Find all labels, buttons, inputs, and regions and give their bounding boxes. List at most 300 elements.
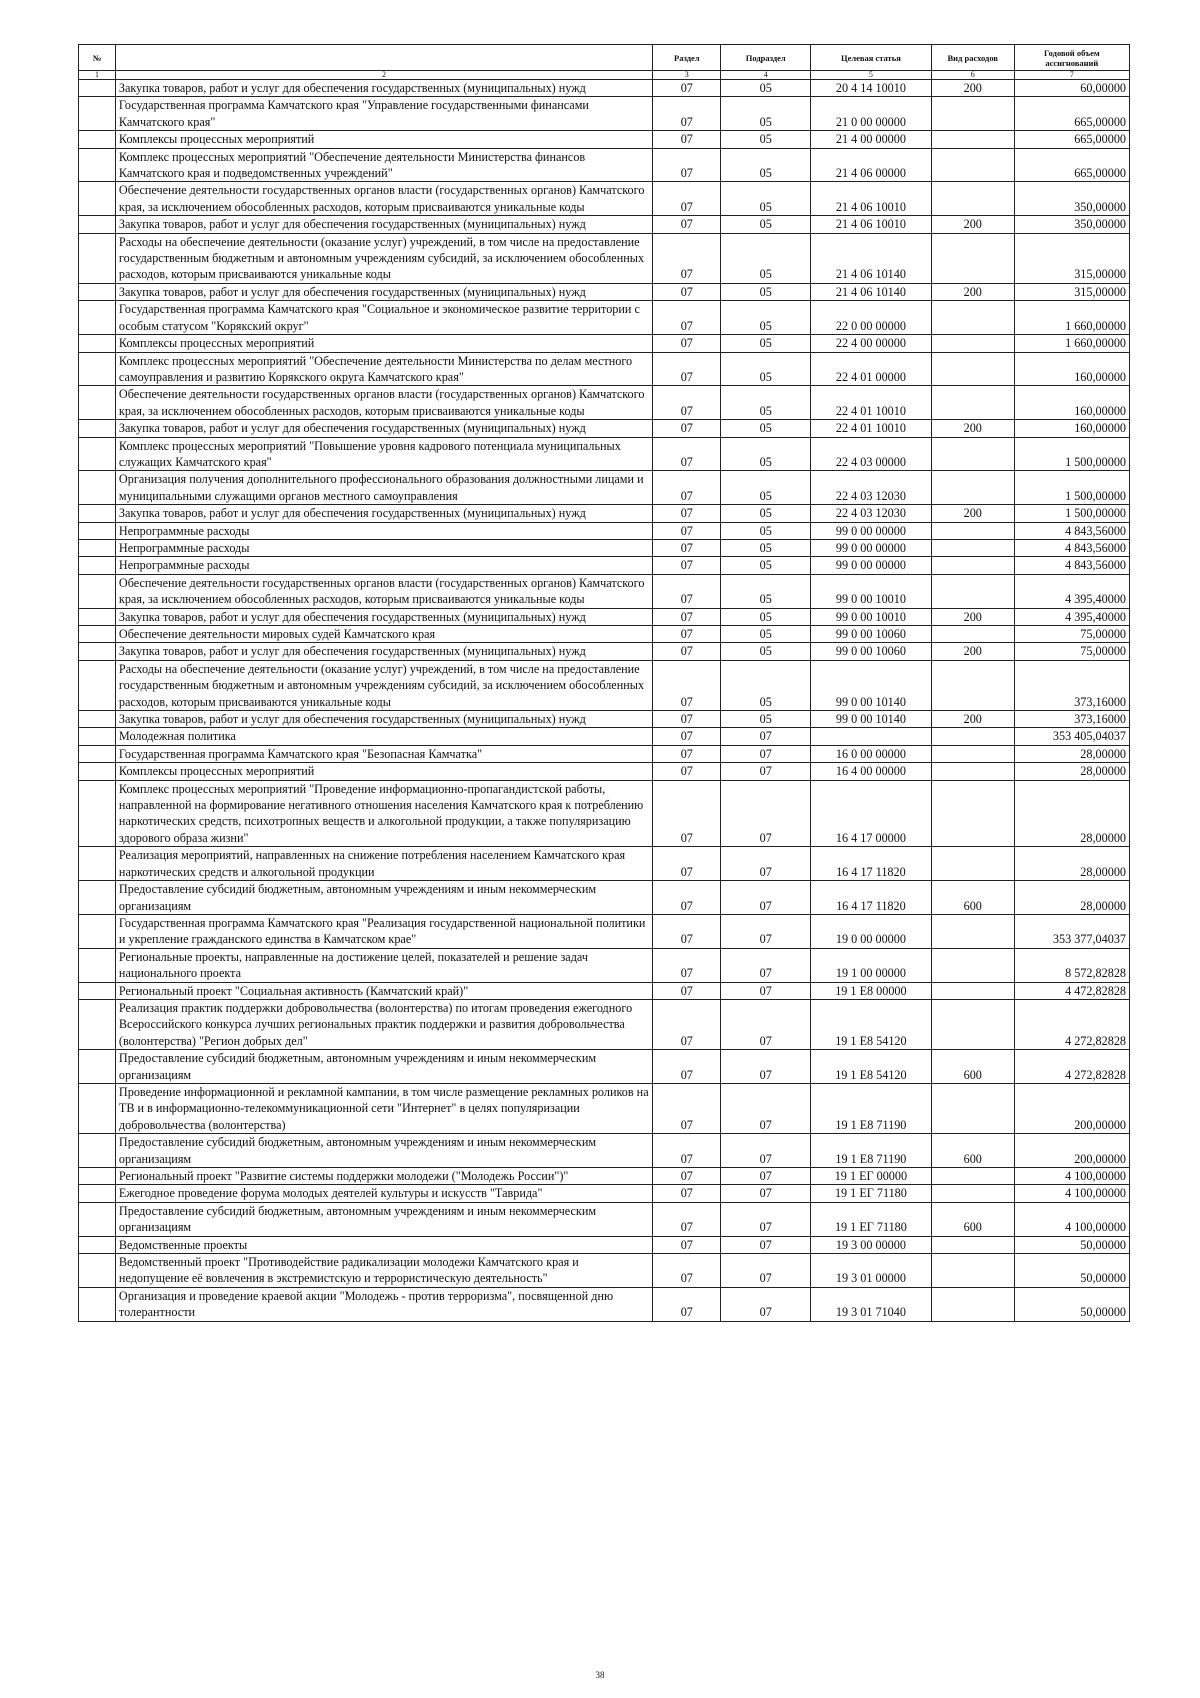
row-razdel-cell: 07 bbox=[653, 574, 721, 608]
table-row bbox=[79, 1050, 1130, 1084]
row-name-cell: Молодежная политика bbox=[115, 728, 652, 745]
row-name-cell: Комплексы процессных мероприятий bbox=[115, 335, 652, 352]
row-name-cell: Реализация мероприятий, направленных на снижение потребления населением Камчатского края наркотических средств и алкогольной продукции bbox=[115, 847, 652, 881]
row-target-cell: 21 4 06 10140 bbox=[810, 283, 931, 300]
row-expense-cell bbox=[931, 97, 1014, 131]
row-volume-cell: 1 660,00000 bbox=[1014, 301, 1129, 335]
row-name-cell: Закупка товаров, работ и услуг для обеспечения государственных (муниципальных) нужд bbox=[115, 505, 652, 522]
column-number: 5 bbox=[810, 71, 931, 80]
row-razdel-cell: 07 bbox=[653, 352, 721, 386]
row-name-cell: Комплексы процессных мероприятий bbox=[115, 763, 652, 780]
row-podrazdel-cell: 07 bbox=[721, 982, 811, 999]
row-podrazdel-cell: 05 bbox=[721, 182, 811, 216]
table-row bbox=[79, 437, 1130, 471]
row-volume-cell: 1 500,00000 bbox=[1014, 471, 1129, 505]
row-number-cell bbox=[79, 437, 116, 471]
column-number: 1 bbox=[79, 71, 116, 80]
row-razdel-cell: 07 bbox=[653, 643, 721, 660]
row-number-cell bbox=[79, 999, 116, 1049]
row-podrazdel-cell: 05 bbox=[721, 522, 811, 539]
row-volume-cell: 28,00000 bbox=[1014, 763, 1129, 780]
row-target-cell: 22 4 01 10010 bbox=[810, 386, 931, 420]
row-razdel-cell: 07 bbox=[653, 420, 721, 437]
row-target-cell: 19 1 EГ 71180 bbox=[810, 1202, 931, 1236]
table-row bbox=[79, 763, 1130, 780]
table-row bbox=[79, 626, 1130, 643]
row-razdel-cell: 07 bbox=[653, 728, 721, 745]
row-razdel-cell: 07 bbox=[653, 914, 721, 948]
row-expense-cell bbox=[931, 148, 1014, 182]
row-expense-cell bbox=[931, 914, 1014, 948]
row-target-cell: 21 4 06 10140 bbox=[810, 233, 931, 283]
row-expense-cell bbox=[931, 728, 1014, 745]
table-row bbox=[79, 914, 1130, 948]
page-number: 38 bbox=[595, 1670, 605, 1680]
row-target-cell: 16 4 00 00000 bbox=[810, 763, 931, 780]
row-volume-cell: 350,00000 bbox=[1014, 182, 1129, 216]
row-name-cell: Комплекс процессных мероприятий "Обеспечение деятельности Министерства по делам местного самоуправления и развитию Корякского округа Камчатского края" bbox=[115, 352, 652, 386]
row-number-cell bbox=[79, 643, 116, 660]
row-volume-cell: 75,00000 bbox=[1014, 626, 1129, 643]
row-expense-cell: 200 bbox=[931, 420, 1014, 437]
table-row bbox=[79, 1185, 1130, 1202]
row-podrazdel-cell: 07 bbox=[721, 1185, 811, 1202]
row-name-cell: Расходы на обеспечение деятельности (оказание услуг) учреждений, в том числе на предоставление государственным бюджетным и автономным учреждениям субсидий, за исключением обособленных расходов, которым присваиваются уникальные коды bbox=[115, 660, 652, 710]
row-number-cell bbox=[79, 763, 116, 780]
row-name-cell: Проведение информационной и рекламной кампании, в том числе размещение рекламных роликов на ТВ и в информационно-телекоммуникационной сети "Интернет" в целях популяризации добровольчества (волонтерства) bbox=[115, 1083, 652, 1133]
table-row bbox=[79, 233, 1130, 283]
row-podrazdel-cell: 05 bbox=[721, 505, 811, 522]
col-volume-header: Годовой объем ассигнований bbox=[1014, 45, 1129, 71]
row-volume-cell: 160,00000 bbox=[1014, 386, 1129, 420]
row-number-cell bbox=[79, 982, 116, 999]
row-number-cell bbox=[79, 948, 116, 982]
table-row bbox=[79, 522, 1130, 539]
row-podrazdel-cell: 05 bbox=[721, 216, 811, 233]
column-number-row bbox=[79, 71, 1130, 80]
row-expense-cell: 200 bbox=[931, 643, 1014, 660]
row-podrazdel-cell: 07 bbox=[721, 1083, 811, 1133]
row-target-cell: 22 0 00 00000 bbox=[810, 301, 931, 335]
table-row bbox=[79, 471, 1130, 505]
row-number-cell bbox=[79, 386, 116, 420]
row-podrazdel-cell: 07 bbox=[721, 948, 811, 982]
row-razdel-cell: 07 bbox=[653, 1134, 721, 1168]
row-number-cell bbox=[79, 522, 116, 539]
column-number: 6 bbox=[931, 71, 1014, 80]
row-number-cell bbox=[79, 608, 116, 625]
row-target-cell: 19 3 01 71040 bbox=[810, 1287, 931, 1321]
row-razdel-cell: 07 bbox=[653, 763, 721, 780]
row-target-cell: 99 0 00 10060 bbox=[810, 626, 931, 643]
row-volume-cell: 665,00000 bbox=[1014, 148, 1129, 182]
row-razdel-cell: 07 bbox=[653, 131, 721, 148]
row-volume-cell: 4 395,40000 bbox=[1014, 608, 1129, 625]
row-podrazdel-cell: 05 bbox=[721, 608, 811, 625]
row-razdel-cell: 07 bbox=[653, 1202, 721, 1236]
row-name-cell: Закупка товаров, работ и услуг для обеспечения государственных (муниципальных) нужд bbox=[115, 643, 652, 660]
table-row bbox=[79, 847, 1130, 881]
row-target-cell: 21 4 06 10010 bbox=[810, 182, 931, 216]
row-volume-cell: 4 472,82828 bbox=[1014, 982, 1129, 999]
row-razdel-cell: 07 bbox=[653, 660, 721, 710]
row-expense-cell bbox=[931, 574, 1014, 608]
row-expense-cell bbox=[931, 847, 1014, 881]
table-row bbox=[79, 148, 1130, 182]
row-name-cell: Ведомственный проект "Противодействие радикализации молодежи Камчатского края и недопущение её вовлечения в экстремистскую и террористическую деятельность" bbox=[115, 1254, 652, 1288]
row-number-cell bbox=[79, 1168, 116, 1185]
row-podrazdel-cell: 07 bbox=[721, 999, 811, 1049]
table-row bbox=[79, 216, 1130, 233]
row-volume-cell: 8 572,82828 bbox=[1014, 948, 1129, 982]
row-podrazdel-cell: 05 bbox=[721, 437, 811, 471]
row-volume-cell: 50,00000 bbox=[1014, 1236, 1129, 1253]
row-expense-cell: 600 bbox=[931, 1134, 1014, 1168]
row-podrazdel-cell: 05 bbox=[721, 660, 811, 710]
row-target-cell: 19 1 E8 00000 bbox=[810, 982, 931, 999]
row-volume-cell: 373,16000 bbox=[1014, 660, 1129, 710]
row-razdel-cell: 07 bbox=[653, 471, 721, 505]
row-target-cell: 22 4 00 00000 bbox=[810, 335, 931, 352]
table-row bbox=[79, 283, 1130, 300]
col-no-header: № bbox=[79, 45, 116, 71]
row-number-cell bbox=[79, 80, 116, 97]
row-volume-cell: 28,00000 bbox=[1014, 745, 1129, 762]
row-target-cell: 21 0 00 00000 bbox=[810, 97, 931, 131]
row-razdel-cell: 07 bbox=[653, 745, 721, 762]
row-target-cell: 22 4 01 10010 bbox=[810, 420, 931, 437]
row-number-cell bbox=[79, 471, 116, 505]
row-razdel-cell: 07 bbox=[653, 283, 721, 300]
row-target-cell: 99 0 00 10060 bbox=[810, 643, 931, 660]
row-number-cell bbox=[79, 505, 116, 522]
row-expense-cell bbox=[931, 1185, 1014, 1202]
row-podrazdel-cell: 05 bbox=[721, 335, 811, 352]
row-razdel-cell: 07 bbox=[653, 216, 721, 233]
row-target-cell: 99 0 00 10140 bbox=[810, 711, 931, 728]
row-number-cell bbox=[79, 557, 116, 574]
row-razdel-cell: 07 bbox=[653, 335, 721, 352]
row-name-cell: Региональные проекты, направленные на достижение целей, показателей и решение задач национального проекта bbox=[115, 948, 652, 982]
row-podrazdel-cell: 05 bbox=[721, 626, 811, 643]
row-expense-cell bbox=[931, 233, 1014, 283]
row-volume-cell: 4 100,00000 bbox=[1014, 1185, 1129, 1202]
table-row bbox=[79, 711, 1130, 728]
row-podrazdel-cell: 07 bbox=[721, 1254, 811, 1288]
row-number-cell bbox=[79, 182, 116, 216]
row-podrazdel-cell: 05 bbox=[721, 643, 811, 660]
row-podrazdel-cell: 07 bbox=[721, 763, 811, 780]
row-target-cell: 19 1 EГ 71180 bbox=[810, 1185, 931, 1202]
row-razdel-cell: 07 bbox=[653, 505, 721, 522]
row-podrazdel-cell: 07 bbox=[721, 914, 811, 948]
table-row bbox=[79, 881, 1130, 915]
row-expense-cell bbox=[931, 780, 1014, 847]
row-name-cell: Государственная программа Камчатского края "Управление государственными финансами Камчатского края" bbox=[115, 97, 652, 131]
row-name-cell: Региональный проект "Развитие системы поддержки молодежи ("Молодежь России")" bbox=[115, 1168, 652, 1185]
row-target-cell: 19 1 E8 54120 bbox=[810, 999, 931, 1049]
row-podrazdel-cell: 05 bbox=[721, 352, 811, 386]
row-target-cell: 21 4 00 00000 bbox=[810, 131, 931, 148]
row-expense-cell bbox=[931, 1083, 1014, 1133]
row-name-cell: Предоставление субсидий бюджетным, автономным учреждениям и иным некоммерческим организациям bbox=[115, 881, 652, 915]
row-razdel-cell: 07 bbox=[653, 1254, 721, 1288]
row-number-cell bbox=[79, 711, 116, 728]
row-podrazdel-cell: 05 bbox=[721, 386, 811, 420]
row-target-cell: 16 4 17 00000 bbox=[810, 780, 931, 847]
row-expense-cell: 600 bbox=[931, 1050, 1014, 1084]
row-expense-cell bbox=[931, 539, 1014, 556]
row-razdel-cell: 07 bbox=[653, 182, 721, 216]
table-row bbox=[79, 999, 1130, 1049]
table-row bbox=[79, 982, 1130, 999]
row-podrazdel-cell: 05 bbox=[721, 283, 811, 300]
row-number-cell bbox=[79, 728, 116, 745]
row-razdel-cell: 07 bbox=[653, 1287, 721, 1321]
row-name-cell: Расходы на обеспечение деятельности (оказание услуг) учреждений, в том числе на предоставление государственным бюджетным и автономным учреждениям субсидий, за исключением обособленных расходов, которым присваиваются уникальные коды bbox=[115, 233, 652, 283]
row-razdel-cell: 07 bbox=[653, 437, 721, 471]
row-target-cell bbox=[810, 728, 931, 745]
row-podrazdel-cell: 05 bbox=[721, 420, 811, 437]
column-number: 4 bbox=[721, 71, 811, 80]
row-expense-cell bbox=[931, 471, 1014, 505]
row-volume-cell: 4 100,00000 bbox=[1014, 1168, 1129, 1185]
row-podrazdel-cell: 05 bbox=[721, 539, 811, 556]
row-razdel-cell: 07 bbox=[653, 522, 721, 539]
row-volume-cell: 1 500,00000 bbox=[1014, 437, 1129, 471]
row-name-cell: Государственная программа Камчатского края "Социальное и экономическое развитие территории с особым статусом "Корякский округ" bbox=[115, 301, 652, 335]
row-name-cell: Государственная программа Камчатского края "Безопасная Камчатка" bbox=[115, 745, 652, 762]
table-row bbox=[79, 1168, 1130, 1185]
row-podrazdel-cell: 07 bbox=[721, 1287, 811, 1321]
table-row bbox=[79, 301, 1130, 335]
row-target-cell: 21 4 06 00000 bbox=[810, 148, 931, 182]
row-razdel-cell: 07 bbox=[653, 301, 721, 335]
row-expense-cell bbox=[931, 1168, 1014, 1185]
row-volume-cell: 350,00000 bbox=[1014, 216, 1129, 233]
row-volume-cell: 353 405,04037 bbox=[1014, 728, 1129, 745]
row-target-cell: 22 4 03 00000 bbox=[810, 437, 931, 471]
row-target-cell: 19 1 E8 71190 bbox=[810, 1083, 931, 1133]
row-target-cell: 19 3 00 00000 bbox=[810, 1236, 931, 1253]
row-name-cell: Комплекс процессных мероприятий "Повышение уровня кадрового потенциала муниципальных служащих Камчатского края" bbox=[115, 437, 652, 471]
row-name-cell: Комплексы процессных мероприятий bbox=[115, 131, 652, 148]
row-expense-cell bbox=[931, 763, 1014, 780]
row-volume-cell: 1 500,00000 bbox=[1014, 505, 1129, 522]
column-number: 3 bbox=[653, 71, 721, 80]
table-row bbox=[79, 745, 1130, 762]
row-target-cell: 22 4 01 00000 bbox=[810, 352, 931, 386]
row-number-cell bbox=[79, 881, 116, 915]
row-target-cell: 99 0 00 00000 bbox=[810, 522, 931, 539]
table-row bbox=[79, 352, 1130, 386]
row-expense-cell bbox=[931, 1236, 1014, 1253]
row-number-cell bbox=[79, 148, 116, 182]
row-expense-cell bbox=[931, 660, 1014, 710]
row-razdel-cell: 07 bbox=[653, 1050, 721, 1084]
row-number-cell bbox=[79, 574, 116, 608]
row-volume-cell: 200,00000 bbox=[1014, 1134, 1129, 1168]
table-row bbox=[79, 780, 1130, 847]
table-row bbox=[79, 1134, 1130, 1168]
row-razdel-cell: 07 bbox=[653, 711, 721, 728]
table-row bbox=[79, 80, 1130, 97]
row-name-cell: Реализация практик поддержки добровольчества (волонтерства) по итогам проведения ежегодного Всероссийского конкурса лучших региональных практик поддержки и развития добровольчества (волонтерства) "Регион добрых дел" bbox=[115, 999, 652, 1049]
row-razdel-cell: 07 bbox=[653, 948, 721, 982]
row-razdel-cell: 07 bbox=[653, 780, 721, 847]
table-row bbox=[79, 660, 1130, 710]
row-number-cell bbox=[79, 1236, 116, 1253]
row-number-cell bbox=[79, 1050, 116, 1084]
row-podrazdel-cell: 05 bbox=[721, 97, 811, 131]
row-target-cell: 16 0 00 00000 bbox=[810, 745, 931, 762]
row-name-cell: Ведомственные проекты bbox=[115, 1236, 652, 1253]
row-podrazdel-cell: 07 bbox=[721, 1236, 811, 1253]
row-name-cell: Обеспечение деятельности государственных органов власти (государственных органов) Камчатского края, за исключением обособленных расходов, которым присваиваются уникальные коды bbox=[115, 386, 652, 420]
row-volume-cell: 665,00000 bbox=[1014, 97, 1129, 131]
row-expense-cell: 200 bbox=[931, 711, 1014, 728]
row-target-cell: 16 4 17 11820 bbox=[810, 881, 931, 915]
table-row bbox=[79, 335, 1130, 352]
row-podrazdel-cell: 05 bbox=[721, 301, 811, 335]
table-row bbox=[79, 1236, 1130, 1253]
row-expense-cell: 200 bbox=[931, 608, 1014, 625]
row-number-cell bbox=[79, 1287, 116, 1321]
row-number-cell bbox=[79, 283, 116, 300]
row-volume-cell: 315,00000 bbox=[1014, 233, 1129, 283]
row-name-cell: Организация получения дополнительного профессионального образования должностными лицами и муниципальными служащими органов местного самоуправления bbox=[115, 471, 652, 505]
table-row bbox=[79, 728, 1130, 745]
row-expense-cell bbox=[931, 1254, 1014, 1288]
row-volume-cell: 28,00000 bbox=[1014, 780, 1129, 847]
row-number-cell bbox=[79, 1254, 116, 1288]
row-volume-cell: 200,00000 bbox=[1014, 1083, 1129, 1133]
row-volume-cell: 4 272,82828 bbox=[1014, 999, 1129, 1049]
table-row bbox=[79, 97, 1130, 131]
row-target-cell: 99 0 00 10010 bbox=[810, 608, 931, 625]
row-number-cell bbox=[79, 539, 116, 556]
row-number-cell bbox=[79, 216, 116, 233]
col-expense-header: Вид расходов bbox=[931, 45, 1014, 71]
row-volume-cell: 60,00000 bbox=[1014, 80, 1129, 97]
row-expense-cell: 600 bbox=[931, 1202, 1014, 1236]
row-expense-cell bbox=[931, 437, 1014, 471]
col-name-header bbox=[115, 45, 652, 71]
table-row bbox=[79, 505, 1130, 522]
row-expense-cell bbox=[931, 182, 1014, 216]
row-expense-cell bbox=[931, 626, 1014, 643]
row-target-cell: 20 4 14 10010 bbox=[810, 80, 931, 97]
row-podrazdel-cell: 07 bbox=[721, 881, 811, 915]
row-volume-cell: 75,00000 bbox=[1014, 643, 1129, 660]
row-podrazdel-cell: 05 bbox=[721, 148, 811, 182]
row-number-cell bbox=[79, 233, 116, 283]
row-razdel-cell: 07 bbox=[653, 97, 721, 131]
row-name-cell: Непрограммные расходы bbox=[115, 557, 652, 574]
row-expense-cell: 600 bbox=[931, 881, 1014, 915]
row-podrazdel-cell: 05 bbox=[721, 471, 811, 505]
row-podrazdel-cell: 05 bbox=[721, 80, 811, 97]
col-razdel-header: Раздел bbox=[653, 45, 721, 71]
column-number: 2 bbox=[115, 71, 652, 80]
col-target-header: Целевая статья bbox=[810, 45, 931, 71]
row-name-cell: Обеспечение деятельности государственных органов власти (государственных органов) Камчатского края, за исключением обособленных расходов, которым присваиваются уникальные коды bbox=[115, 182, 652, 216]
row-target-cell: 22 4 03 12030 bbox=[810, 471, 931, 505]
row-podrazdel-cell: 05 bbox=[721, 574, 811, 608]
table-row bbox=[79, 574, 1130, 608]
row-razdel-cell: 07 bbox=[653, 1168, 721, 1185]
row-name-cell: Закупка товаров, работ и услуг для обеспечения государственных (муниципальных) нужд bbox=[115, 711, 652, 728]
row-target-cell: 19 1 E8 54120 bbox=[810, 1050, 931, 1084]
row-target-cell: 99 0 00 00000 bbox=[810, 557, 931, 574]
row-volume-cell: 4 100,00000 bbox=[1014, 1202, 1129, 1236]
row-number-cell bbox=[79, 780, 116, 847]
row-number-cell bbox=[79, 301, 116, 335]
row-razdel-cell: 07 bbox=[653, 626, 721, 643]
row-target-cell: 19 1 EГ 00000 bbox=[810, 1168, 931, 1185]
row-target-cell: 19 0 00 00000 bbox=[810, 914, 931, 948]
row-name-cell: Закупка товаров, работ и услуг для обеспечения государственных (муниципальных) нужд bbox=[115, 608, 652, 625]
row-razdel-cell: 07 bbox=[653, 233, 721, 283]
row-volume-cell: 28,00000 bbox=[1014, 881, 1129, 915]
row-name-cell: Закупка товаров, работ и услуг для обеспечения государственных (муниципальных) нужд bbox=[115, 80, 652, 97]
row-podrazdel-cell: 07 bbox=[721, 1134, 811, 1168]
row-podrazdel-cell: 07 bbox=[721, 780, 811, 847]
row-razdel-cell: 07 bbox=[653, 847, 721, 881]
row-podrazdel-cell: 07 bbox=[721, 728, 811, 745]
row-name-cell: Региональный проект "Социальная активность (Камчатский край)" bbox=[115, 982, 652, 999]
row-number-cell bbox=[79, 914, 116, 948]
row-volume-cell: 665,00000 bbox=[1014, 131, 1129, 148]
table-body bbox=[79, 80, 1130, 1322]
col-podrazdel-header: Подраздел bbox=[721, 45, 811, 71]
row-volume-cell: 28,00000 bbox=[1014, 847, 1129, 881]
row-number-cell bbox=[79, 660, 116, 710]
row-expense-cell bbox=[931, 1287, 1014, 1321]
row-razdel-cell: 07 bbox=[653, 1083, 721, 1133]
row-podrazdel-cell: 07 bbox=[721, 1202, 811, 1236]
row-expense-cell bbox=[931, 352, 1014, 386]
row-volume-cell: 315,00000 bbox=[1014, 283, 1129, 300]
row-name-cell: Закупка товаров, работ и услуг для обеспечения государственных (муниципальных) нужд bbox=[115, 283, 652, 300]
row-podrazdel-cell: 07 bbox=[721, 847, 811, 881]
row-expense-cell: 200 bbox=[931, 283, 1014, 300]
row-volume-cell: 353 377,04037 bbox=[1014, 914, 1129, 948]
row-name-cell: Обеспечение деятельности мировых судей Камчатского края bbox=[115, 626, 652, 643]
row-razdel-cell: 07 bbox=[653, 148, 721, 182]
row-name-cell: Государственная программа Камчатского края "Реализация государственной национальной политики и укрепление гражданского единства в Камчатском крае" bbox=[115, 914, 652, 948]
row-podrazdel-cell: 05 bbox=[721, 711, 811, 728]
row-volume-cell: 50,00000 bbox=[1014, 1254, 1129, 1288]
row-number-cell bbox=[79, 131, 116, 148]
row-volume-cell: 4 395,40000 bbox=[1014, 574, 1129, 608]
table-row bbox=[79, 420, 1130, 437]
row-name-cell: Организация и проведение краевой акции "Молодежь - против терроризма", посвященной дню толерантности bbox=[115, 1287, 652, 1321]
row-name-cell: Предоставление субсидий бюджетным, автономным учреждениям и иным некоммерческим организациям bbox=[115, 1050, 652, 1084]
row-volume-cell: 160,00000 bbox=[1014, 420, 1129, 437]
row-razdel-cell: 07 bbox=[653, 1236, 721, 1253]
row-target-cell: 19 3 01 00000 bbox=[810, 1254, 931, 1288]
row-expense-cell: 200 bbox=[931, 216, 1014, 233]
row-name-cell: Комплекс процессных мероприятий "Обеспечение деятельности Министерства финансов Камчатского края и подведомственных учреждений" bbox=[115, 148, 652, 182]
row-volume-cell: 4 843,56000 bbox=[1014, 557, 1129, 574]
row-name-cell: Комплекс процессных мероприятий "Проведение информационно-пропагандистской работы, направленной на формирование негативного отношения населения Камчатского края к потреблению наркотических средств, психотропных веществ и алкогольной продукции, а также популяризацию здорового образа жизни" bbox=[115, 780, 652, 847]
row-volume-cell: 373,16000 bbox=[1014, 711, 1129, 728]
row-razdel-cell: 07 bbox=[653, 608, 721, 625]
budget-table bbox=[78, 44, 1130, 1322]
row-number-cell bbox=[79, 847, 116, 881]
row-podrazdel-cell: 07 bbox=[721, 1168, 811, 1185]
